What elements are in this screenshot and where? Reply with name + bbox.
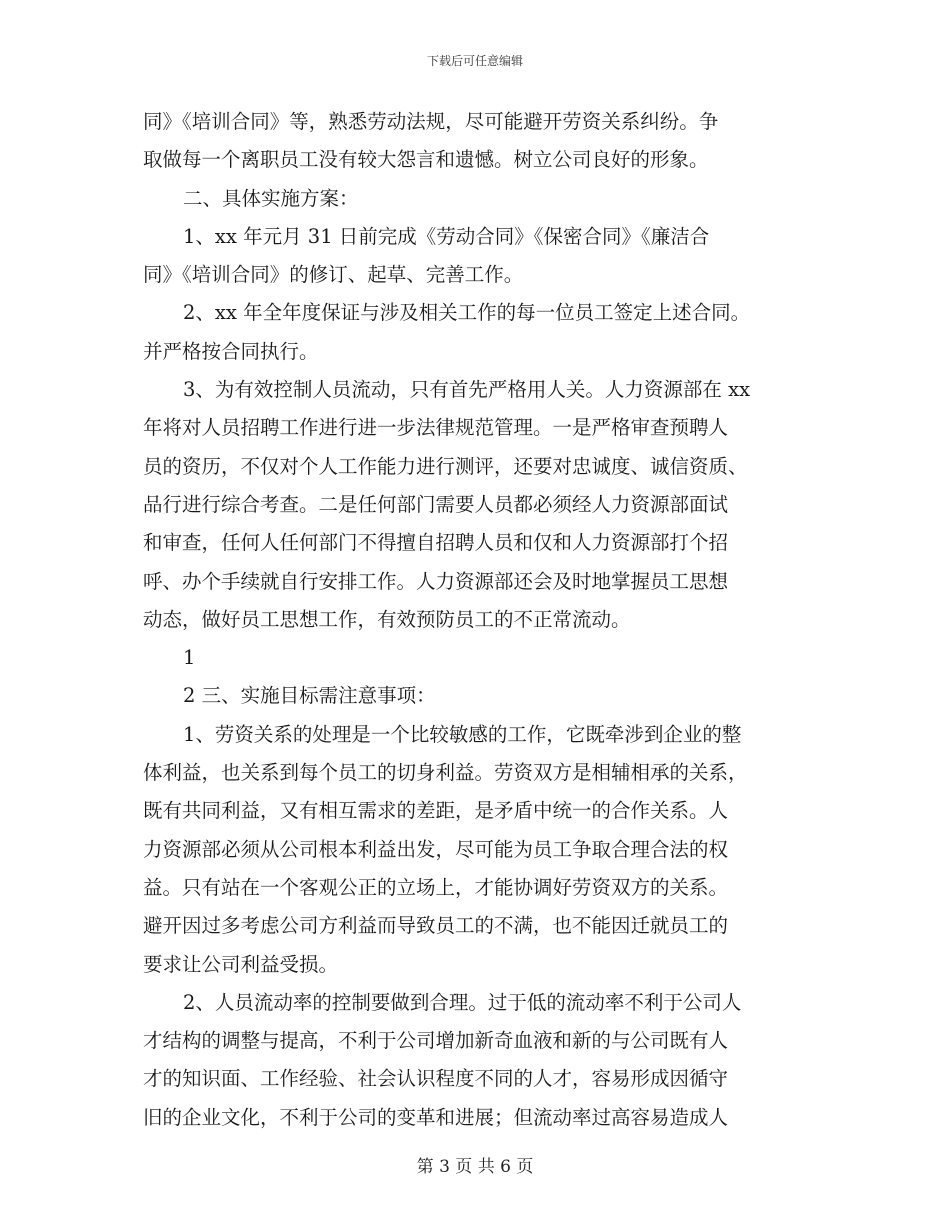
text-line: 同》《培训合同》等，熟悉劳动法规，尽可能避开劳资关系纠纷。争 [143,110,719,133]
text-line: 体利益，也关系到每个员工的切身利益。劳资双方是相辅相承的关系， [143,761,748,785]
text-line: 2、人员流动率的控制要做到合理。过于低的流动率不利于公司人 [183,990,742,1014]
text-line: 1 [183,646,196,670]
section-heading: 二、具体实施方案： [183,186,359,210]
text-line: 既有共同利益，又有相互需求的差距，是矛盾中统一的合作关系。人 [143,799,729,823]
text-line: 益。只有站在一个客观公正的立场上，才能协调好劳资双方的关系。 [143,875,729,899]
text-line: 年将对人员招聘工作进行进一步法律规范管理。一是严格审查预聘人 [143,416,729,440]
text-line: 3、为有效控制人员流动，只有首先严格用人关。人力资源部在 xx [183,378,751,402]
document-body [143,103,813,1137]
text-line: 才的知识面、工作经验、社会认识程度不同的人才，容易形成因循守 [143,1067,729,1091]
text-line: 呼、办个手续就自行安排工作。人力资源部还会及时地掌握员工思想 [143,569,729,593]
text-line: 力资源部必须从公司根本利益出发，尽可能为员工争取合理合法的权 [143,837,729,861]
text-line: 同》《培训合同》的修订、起草、完善工作。 [143,263,524,287]
text-line: 要求让公司利益受损。 [143,952,339,976]
text-line: 1、劳资关系的处理是一个比较敏感的工作，它既牵涉到企业的整 [183,722,742,746]
text-line: 和审查，任何人任何部门不得擅自招聘人员和仅和人力资源部打个招 [143,531,729,555]
text-line: 动态，做好员工思想工作，有效预防员工的不正常流动。 [143,607,631,631]
text-line: 取做每一个离职员工没有较大怨言和遗憾。树立公司良好的形象。 [143,148,709,172]
section-heading: 2 三、实施目标需注意事项： [183,684,436,708]
text-line: 旧的企业文化，不利于公司的变革和进展；但流动率过高容易造成人 [143,1105,729,1129]
text-line: 并严格按合同执行。 [143,339,319,363]
page-header: 下载后可任意编辑 [426,54,523,68]
text-line: 员的资历，不仅对个人工作能力进行测评，还要对忠诚度、诚信资质、 [143,454,748,478]
text-line: 才结构的调整与提高，不利于公司增加新奇血液和新的与公司既有人 [143,1029,729,1053]
text-line: 1、xx 年元月 31 日前完成《劳动合同》《保密合同》《廉洁合 [183,224,710,248]
page-footer: 第 3 页 共 6 页 [416,1157,534,1177]
text-line: 品行进行综合考查。二是任何部门需要人员都必须经人力资源部面试 [143,492,729,516]
text-line: 避开因过多考虑公司方利益而导致员工的不满，也不能因迁就员工的 [143,914,729,938]
text-line: 2、xx 年全年度保证与涉及相关工作的每一位员工签定上述合同。 [183,301,751,325]
